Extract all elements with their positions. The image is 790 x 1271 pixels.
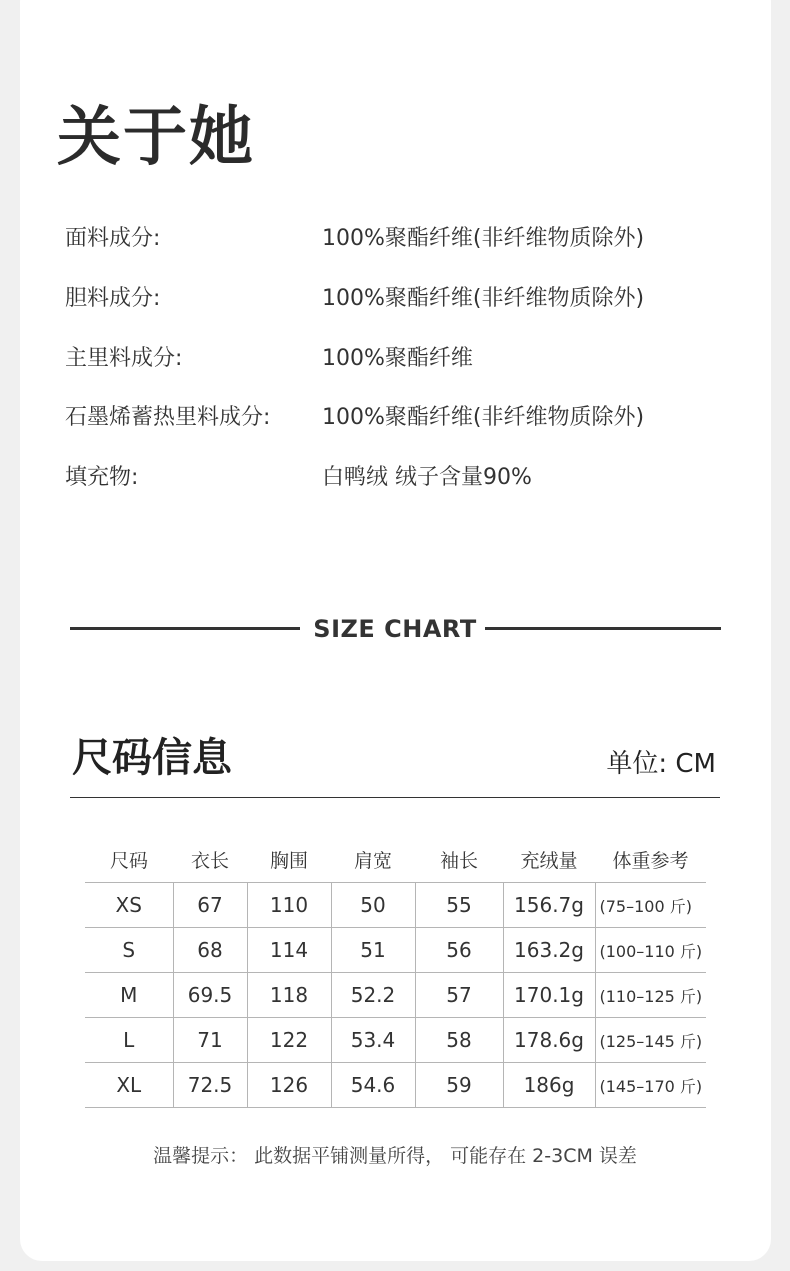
table-cell: 163.2g [503,928,595,973]
table-cell: 58 [415,1018,503,1063]
table-cell: (75–100 斤) [595,883,706,928]
unit-label: 单位: CM [606,749,716,779]
table-cell: XS [85,883,173,928]
table-cell: 71 [173,1018,247,1063]
table-cell: (100–110 斤) [595,928,706,973]
table-cell: 114 [247,928,331,973]
table-cell: 53.4 [331,1018,415,1063]
table-cell: 72.5 [173,1063,247,1108]
table-cell: L [85,1018,173,1063]
table-cell: 55 [415,883,503,928]
divider-right [485,627,721,630]
title-rule [70,797,720,798]
about-title: 关于她 [57,101,255,175]
table-row [85,1018,706,1063]
table-cell: 54.6 [331,1063,415,1108]
spec-value: 100%聚酯纤维 [322,346,473,371]
spec-value: 100%聚酯纤维(非纤维物质除外) [322,226,645,251]
table-row [85,973,706,1018]
spec-value: 100%聚酯纤维(非纤维物质除外) [322,405,645,430]
col-header: 肩宽 [353,849,392,872]
table-cell: S [85,928,173,973]
table-cell: (125–145 斤) [595,1018,706,1063]
spec-value: 白鸭绒 绒子含量90% [322,465,532,490]
table-cell: M [85,973,173,1018]
table-cell: 122 [247,1018,331,1063]
table-cell: 51 [331,928,415,973]
col-header: 尺码 [109,849,148,872]
table-cell: 50 [331,883,415,928]
table-cell: 69.5 [173,973,247,1018]
table-cell: 118 [247,973,331,1018]
table-row [85,883,706,928]
table-cell: XL [85,1063,173,1108]
col-header: 胸围 [269,849,308,872]
spec-label: 填充物: [65,465,139,490]
size-chart-heading: SIZE CHART [313,615,477,643]
measurement-note: 温馨提示： 此数据平铺测量所得， 可能存在 2-3CM 误差 [153,1145,637,1167]
table-cell: 67 [173,883,247,928]
col-header: 体重参考 [612,849,689,872]
table-cell: 156.7g [503,883,595,928]
spec-label: 面料成分: [65,226,161,251]
spec-label: 胆料成分: [65,286,161,311]
table-cell: 56 [415,928,503,973]
table-cell: (145–170 斤) [595,1063,706,1108]
table-cell: 52.2 [331,973,415,1018]
spec-value: 100%聚酯纤维(非纤维物质除外) [322,286,645,311]
spec-label: 石墨烯蓄热里料成分: [65,405,271,430]
col-header: 充绒量 [520,849,578,872]
col-header: 袖长 [439,849,478,872]
table-row [85,1063,706,1108]
divider-left [70,627,300,630]
size-info-title: 尺码信息 [72,735,232,781]
table-cell: 170.1g [503,973,595,1018]
col-header: 衣长 [190,849,229,872]
table-cell: 178.6g [503,1018,595,1063]
size-table [85,836,706,1108]
table-cell: (110–125 斤) [595,973,706,1018]
table-cell: 186g [503,1063,595,1108]
table-cell: 126 [247,1063,331,1108]
table-cell: 57 [415,973,503,1018]
table-cell: 68 [173,928,247,973]
table-row [85,928,706,973]
table-cell: 59 [415,1063,503,1108]
table-header-row [85,836,706,883]
spec-label: 主里料成分: [65,346,183,371]
table-cell: 110 [247,883,331,928]
